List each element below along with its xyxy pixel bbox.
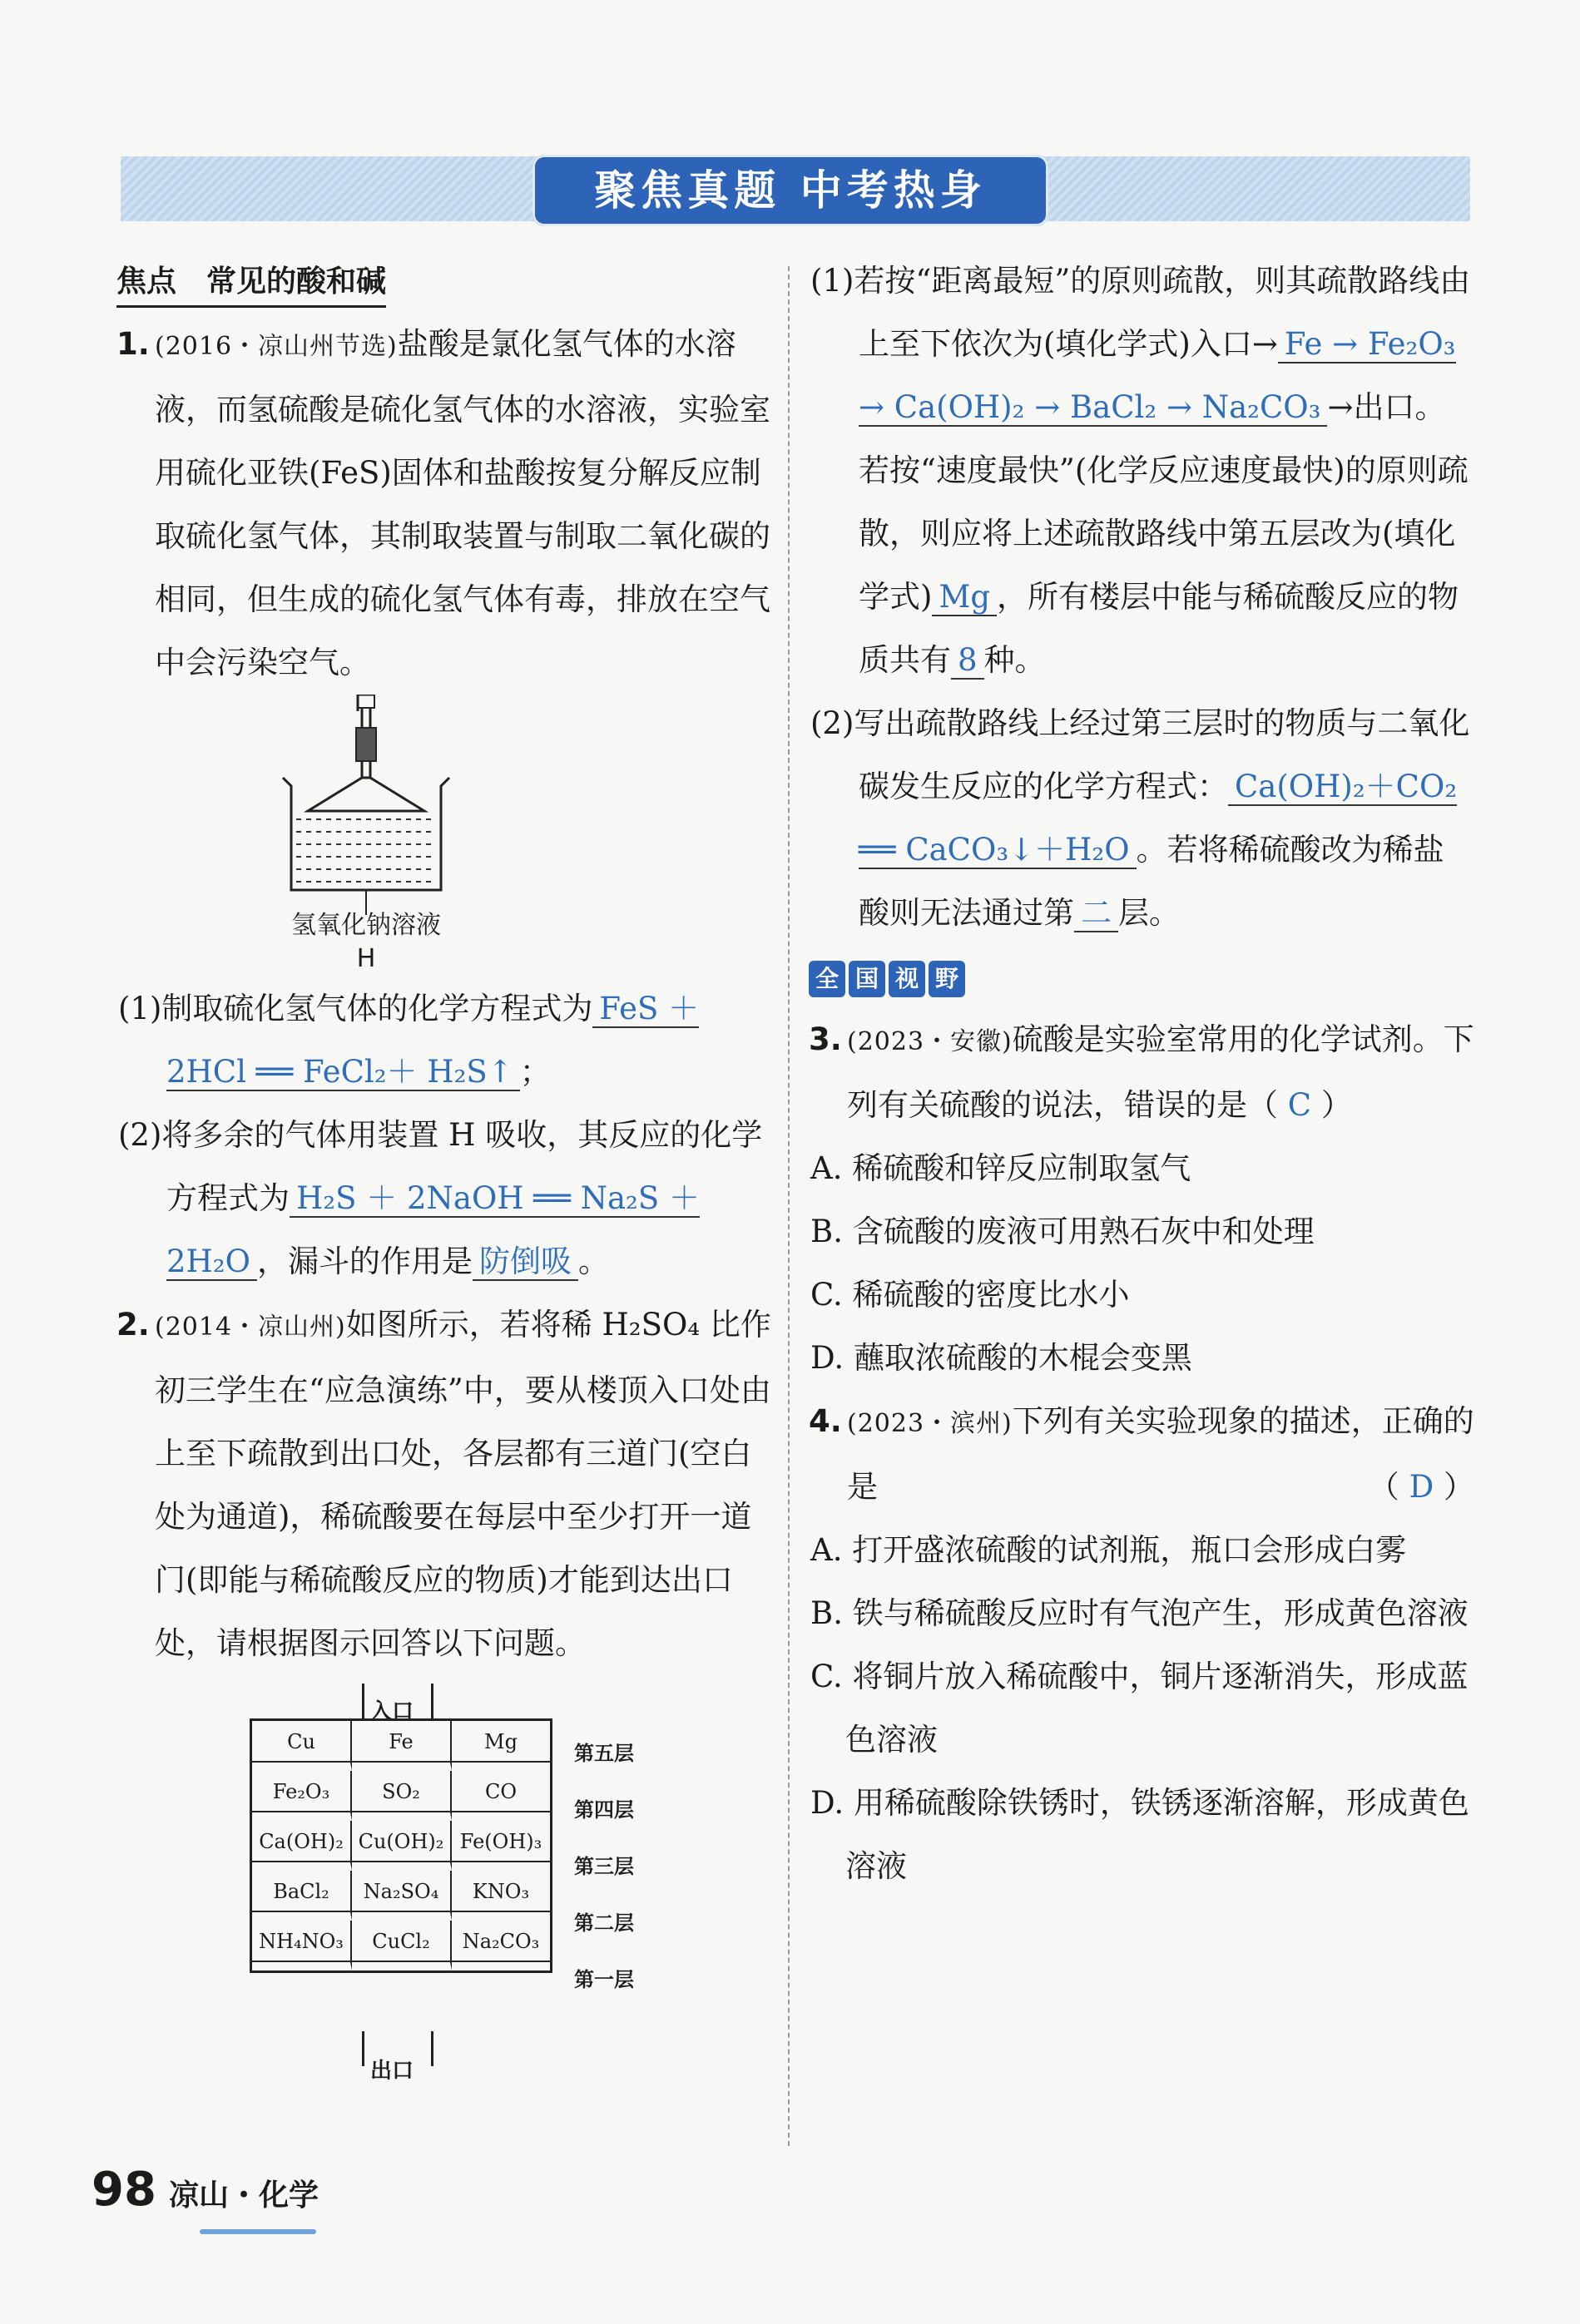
floor-cell: BaCl₂ bbox=[252, 1871, 352, 1921]
entrance-passage bbox=[362, 1684, 433, 1718]
question-source: (2023・滨州) bbox=[847, 1409, 1013, 1438]
page-number: 98 bbox=[92, 2163, 156, 2217]
floor-cell: Na₂SO₄ bbox=[352, 1871, 452, 1921]
q3-option-b: B. 含硫酸的废液可用熟石灰中和处理 bbox=[810, 1214, 1315, 1249]
question-3: 3. (2023・安徽)硫酸是实验室常用的化学试剂。下列有关硫酸的说法，错误的是（ C ） bbox=[809, 1008, 1474, 1137]
question-4 bbox=[809, 1390, 1474, 1519]
floor-cell: KNO₃ bbox=[452, 1871, 550, 1921]
question-number: 1. bbox=[116, 326, 150, 362]
floor-cell: Ca(OH)₂ bbox=[252, 1821, 352, 1871]
figure-label: H bbox=[356, 944, 376, 973]
q2-subquestion-1 bbox=[809, 250, 1474, 692]
banner-title: 聚焦真题 中考热身 bbox=[532, 155, 1048, 226]
answer-blank: 8 bbox=[951, 642, 984, 680]
q1-subquestion-2 bbox=[116, 1104, 774, 1293]
sub-mid: ，所有楼层中能与稀硫酸反应的物质共有 bbox=[859, 579, 1459, 678]
question-stem: 如图所示，若将稀 H₂SO₄ 比作初三学生在“应急演练”中，要从楼顶入口处由上至下疏散到出口处，各层都有三道门(空白处为通道)，稀硫酸要在每层中至少打开一道门(即能与稀硫酸反应的物质)才能到达出口处，请根据图示回答以下问题。 bbox=[155, 1307, 771, 1661]
page-footer bbox=[92, 2163, 319, 2217]
floor-label: 第四层 bbox=[574, 1798, 634, 1822]
entrance-label: 入口 bbox=[370, 1699, 414, 1724]
tag-char: 国 bbox=[849, 961, 885, 997]
question-1 bbox=[116, 313, 774, 695]
floor-label: 第二层 bbox=[574, 1911, 634, 1935]
right-column bbox=[809, 250, 1474, 1898]
q1-subquestion-1 bbox=[116, 977, 774, 1104]
floor-cell: CuCl₂ bbox=[352, 1921, 452, 1970]
answer-blank: FeS ＋ 2HCl ══ FeCl₂＋ H₂S↑ bbox=[166, 991, 700, 1090]
answer-blank: Fe → Fe₂O₃ → Ca(OH)₂ → BaCl₂ → Na₂CO₃ bbox=[859, 326, 1456, 425]
answer-blank: 二 bbox=[1074, 895, 1118, 932]
q4-option-a: A. 打开盛浓硫酸的试剂瓶，瓶口会形成白雾 bbox=[810, 1532, 1407, 1568]
q4-option-d: D. 用稀硫酸除铁锈时，铁锈逐渐溶解，形成黄色溶液 bbox=[810, 1785, 1469, 1884]
floor-cell: Mg bbox=[452, 1721, 550, 1771]
sub-prompt: (2)写出疏散路线上经过第三层时的物质与二氧化碳发生反应的化学方程式： bbox=[810, 705, 1470, 804]
question-stem: 盐酸是氯化氢气体的水溶液，而氢硫酸是硫化氢气体的水溶液，实验室用硫化亚铁(FeS)固体和盐酸按复分解反应制取硫化氢气体，其制取装置与制取二氧化碳的相同，但生成的硫化氢气体有毒，排放在空气中会污染空气。 bbox=[155, 326, 770, 680]
choice-answer: D bbox=[1409, 1469, 1434, 1505]
apparatus-h-figure bbox=[258, 695, 774, 977]
national-view-tag bbox=[809, 961, 965, 997]
floor-row bbox=[252, 1821, 550, 1871]
sub-mid: →出口。若按“速度最快”(化学反应速度最快)的原则疏散，则应将上述疏散路线中第五层改为(填化学式) bbox=[859, 389, 1469, 615]
floor-cell: Fe(OH)₃ bbox=[452, 1821, 550, 1871]
section-heading: 焦点 常见的酸和碱 bbox=[116, 259, 386, 308]
column-divider bbox=[788, 266, 790, 2146]
question-2 bbox=[116, 1293, 774, 1675]
sub-prompt: (1)若按“距离最短”的原则疏散，则其疏散路线由上至下依次为(填化学式)入口→ bbox=[810, 263, 1471, 362]
sub-suffix: ； bbox=[519, 1054, 551, 1090]
answer-blank: H₂S ＋ 2NaOH ══ Na₂S ＋ 2H₂O bbox=[166, 1180, 700, 1279]
answer-blank: Ca(OH)₂＋CO₂ ══ CaCO₃↓＋H₂O bbox=[859, 769, 1458, 868]
sub-mid: 。若将稀硫酸改为稀盐酸则无法通过第 bbox=[859, 832, 1444, 931]
floor-cell: CO bbox=[452, 1771, 550, 1821]
evacuation-floors-figure bbox=[250, 1684, 774, 2116]
floors-table bbox=[250, 1718, 552, 1973]
sub-suffix: 种。 bbox=[983, 642, 1046, 678]
floor-label: 第五层 bbox=[574, 1742, 634, 1765]
question-source: (2023・安徽) bbox=[847, 1027, 1013, 1056]
floor-cell: Fe₂O₃ bbox=[252, 1771, 352, 1821]
floor-row bbox=[252, 1921, 550, 1970]
q4-option-c: C. 将铜片放入稀硫酸中，铜片逐渐消失，形成蓝色溶液 bbox=[810, 1659, 1469, 1758]
question-stem: 硫酸是实验室常用的化学试剂。下列有关硫酸的说法，错误的是 bbox=[847, 1021, 1474, 1123]
floor-cell: Cu bbox=[252, 1721, 352, 1771]
tag-char: 全 bbox=[809, 961, 845, 997]
book-title: 凉山・化学 bbox=[169, 2178, 319, 2213]
floor-label: 第三层 bbox=[574, 1855, 634, 1878]
q3-option-a: A. 稀硫酸和锌反应制取氢气 bbox=[810, 1150, 1191, 1186]
floor-cell: NH₄NO₃ bbox=[252, 1921, 352, 1970]
question-stem: 下列有关实验现象的描述，正确的是 bbox=[847, 1403, 1474, 1505]
footer-accent-line bbox=[200, 2229, 316, 2234]
floor-label: 第一层 bbox=[574, 1968, 634, 1991]
choice-answer: C bbox=[1287, 1087, 1312, 1123]
floor-row bbox=[252, 1771, 550, 1821]
floor-row bbox=[252, 1721, 550, 1771]
tag-char: 视 bbox=[889, 961, 925, 997]
figure-caption: 氢氧化钠溶液 bbox=[291, 911, 441, 940]
q4-option-b: B. 铁与稀硫酸反应时有气泡产生，形成黄色溶液 bbox=[810, 1595, 1469, 1631]
floor-cell: Cu(OH)₂ bbox=[352, 1821, 452, 1871]
q3-option-d: D. 蘸取浓硫酸的木棍会变黑 bbox=[810, 1340, 1192, 1376]
question-number: 4. bbox=[809, 1403, 842, 1439]
sub-suffix: 。 bbox=[577, 1244, 609, 1279]
floor-cell: Fe bbox=[352, 1721, 452, 1771]
floor-cell: SO₂ bbox=[352, 1771, 452, 1821]
floor-cell: Na₂CO₃ bbox=[452, 1921, 550, 1970]
exit-label: 出口 bbox=[370, 2059, 414, 2084]
question-source: (2016・凉山州节选) bbox=[155, 332, 398, 361]
floor-row bbox=[252, 1871, 550, 1921]
question-number: 3. bbox=[809, 1021, 842, 1057]
answer-blank: 防倒吸 bbox=[473, 1244, 578, 1281]
q3-option-c: C. 稀硫酸的密度比水小 bbox=[810, 1277, 1130, 1313]
floor-labels bbox=[574, 1725, 634, 2008]
sub-suffix: 层。 bbox=[1118, 895, 1180, 931]
sub-prompt: (1)制取硫化氢气体的化学方程式为 bbox=[118, 991, 593, 1026]
left-column bbox=[116, 250, 774, 2116]
question-number: 2. bbox=[116, 1307, 150, 1342]
question-source: (2014・凉山州) bbox=[155, 1313, 346, 1342]
answer-blank: Mg bbox=[932, 579, 997, 616]
tag-char: 野 bbox=[929, 961, 965, 997]
sub-mid: ，漏斗的作用是 bbox=[256, 1244, 473, 1279]
q2-subquestion-2 bbox=[809, 692, 1474, 945]
sub-prompt: (2)将多余的气体用装置 H 吸收，其反应的化学方程式为 bbox=[118, 1117, 763, 1216]
answer-paren: （ D ） bbox=[1368, 1469, 1474, 1505]
